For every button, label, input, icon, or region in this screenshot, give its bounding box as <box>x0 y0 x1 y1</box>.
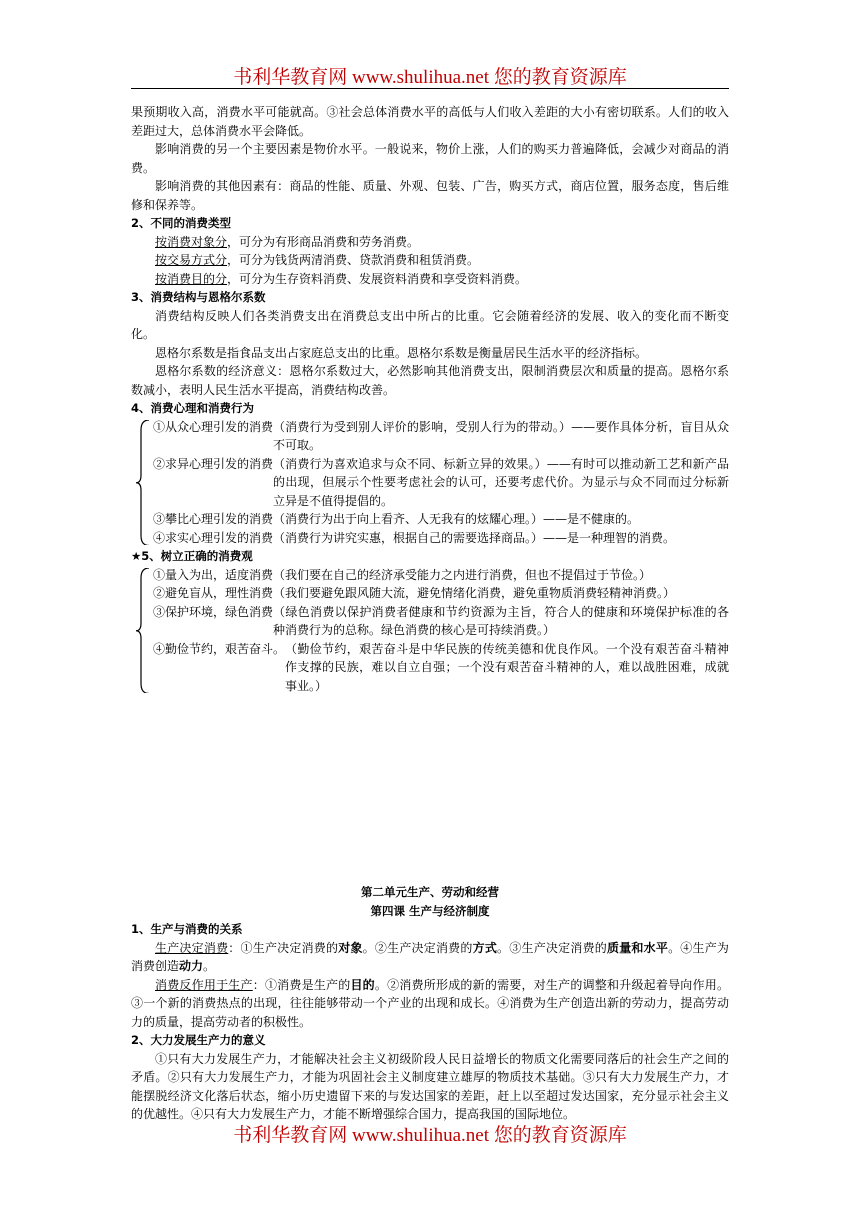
left-brace-icon <box>135 420 151 546</box>
text-run: 。②生产决定消费的 <box>362 940 473 955</box>
paragraph-engel-definition: 恩格尔系数是指食品支出占家庭总支出的比重。恩格尔系数是衡量居民生活水平的经济指标。 <box>155 345 648 360</box>
item-label: ①量入为出，适度消费 <box>153 567 274 582</box>
section-heading-psychology: 4、消费心理和消费行为 <box>131 401 255 415</box>
item-label: ②避免盲从，理性消费 <box>153 586 274 600</box>
header-rule <box>131 88 729 89</box>
item-label: ③保护环境，绿色消费 <box>153 604 274 619</box>
item-text: （消费行为受到别人评价的影响，受别人行为的带动。）——要作具体分析，盲目从众不可取。 <box>273 419 729 452</box>
text-run: 。②消费所形成的新的需要，对生产的调整和升级起着导向作用。③一个新的消费热点的出现，往往能够带动一个产业的出现和成长。④消费为生产创造出新的劳动力，提高劳动力的质量，提高劳动者的积极性。 <box>131 977 729 1029</box>
type-text: ，可分为生存资料消费、发展资料消费和享受资料消费。 <box>227 271 528 286</box>
bold-term: 质量和水平 <box>606 940 669 955</box>
consumption-type-line <box>131 270 729 289</box>
item-text: （绿色消费以保护消费者健康和节约资源为主旨，符合人的健康和环境保护标准的各种消费行为的总称。绿色消费的核心是可持续消费。） <box>273 604 729 637</box>
item-text: （勤俭节约，艰苦奋斗是中华民族的传统美德和优良作风。一个没有艰苦奋斗精神作支撑的民族，难以自立自强；一个没有艰苦奋斗精神的人，难以战胜困难，成就事业。） <box>285 641 729 693</box>
underlined-term: 按交易方式分 <box>155 253 228 267</box>
underlined-term: 按消费目的分 <box>155 271 228 286</box>
item-label: ④求实心理引发的消费 <box>153 530 274 545</box>
paragraph-consumption-reacts <box>131 976 729 1032</box>
underlined-term: 消费反作用于生产 <box>155 977 253 992</box>
unit-two-section <box>131 883 729 1124</box>
text-run: ：①生产决定消费的 <box>228 940 339 955</box>
section-heading-production-consumption: 1、生产与消费的关系 <box>131 922 243 936</box>
item-text: （消费行为出于向上看齐、人无我有的炫耀心理。）——是不健康的。 <box>273 512 640 526</box>
type-text: ，可分为有形商品消费和劳务消费。 <box>227 234 420 249</box>
list-item <box>153 510 729 529</box>
list-item <box>153 603 729 640</box>
text-run: ：①消费是生产的 <box>252 977 351 992</box>
paragraph-structure: 消费结构反映人们各类消费支出在消费总支出中所占的比重。它会随着经济的发展、收入的变化而不断变化。 <box>131 308 729 341</box>
text-run: 。④生产为消费创造 <box>131 940 729 973</box>
underlined-term: 按消费对象分 <box>155 234 228 249</box>
psychology-list <box>131 418 729 548</box>
paragraph-production-decides <box>131 939 729 976</box>
section-heading-consumption-view: ★5、树立正确的消费观 <box>131 549 253 563</box>
item-label: ④勤俭节约，艰苦奋斗。 <box>153 641 286 656</box>
consumption-view-list <box>131 566 729 696</box>
page-footer: 书利华教育网 www.shulihua.net 您的教育资源库 <box>233 1125 627 1146</box>
paragraph-price: 影响消费的另一个主要因素是物价水平。一般说来，物价上涨，人们的购买力普遍降低，会减少对商品的消费。 <box>131 142 729 175</box>
list-item <box>153 418 729 455</box>
consumption-type-line <box>131 251 729 270</box>
item-text: （消费行为喜欢追求与众不同、标新立异的效果。）——有时可以推动新工艺和新产品的出现，但展示个性要考虑社会的认可，还要考虑代价。为显示与众不同而过分标新立异是不值得提倡的。 <box>273 456 729 508</box>
bold-term: 方式 <box>472 940 498 955</box>
section-heading-engel: 3、消费结构与恩格尔系数 <box>131 290 266 304</box>
bold-term: 对象 <box>338 940 363 955</box>
text-run: 。 <box>203 959 216 973</box>
item-text: （我们要避免跟风随大流，避免情绪化消费，避免重物质消费轻精神消费。） <box>273 586 676 600</box>
list-item <box>153 455 729 511</box>
unit-title: 第二单元生产、劳动和经营 <box>361 885 499 899</box>
item-label: ③攀比心理引发的消费 <box>153 512 274 526</box>
lesson-title: 第四课 生产与经济制度 <box>370 903 490 918</box>
consumption-type-line <box>131 233 729 252</box>
left-brace-icon <box>135 568 151 694</box>
section-heading-consumption-types: 2、不同的消费类型 <box>131 216 232 230</box>
list-item <box>153 566 729 585</box>
bold-term: 目的 <box>350 977 375 992</box>
item-label: ②求异心理引发的消费 <box>153 456 274 471</box>
item-text: （我们要在自己的经济承受能力之内进行消费，但也不提倡过于节俭。） <box>273 567 652 582</box>
paragraph-productivity: ①只有大力发展生产力，才能解决社会主义初级阶段人民日益增长的物质文化需要同落后的社会生产之间的矛盾。②只有大力发展生产力，才能为巩固社会主义制度建立雄厚的物质技术基础。③只有大力发展生产力，才能摆脱经济文化落后状态，缩小历史遗留下来的与发达国家的差距，赶上以至超过发达国家，充分显示社会主义的优越性。④只有大力发展生产力，才能不断增强综合国力，提高我国的国际地位。 <box>131 1051 729 1121</box>
text-run: 。③生产决定消费的 <box>497 940 607 955</box>
type-text: ，可分为钱货两清消费、贷款消费和租赁消费。 <box>227 253 480 267</box>
list-item <box>153 640 729 696</box>
item-label: ①从众心理引发的消费 <box>153 419 274 434</box>
paragraph-engel-meaning: 恩格尔系数的经济意义：恩格尔系数过大，必然影响其他消费支出，限制消费层次和质量的提高。恩格尔系数减小，表明人民生活水平提高，消费结构改善。 <box>131 364 729 397</box>
item-text: （消费行为讲究实惠，根据自己的需要选择商品。）——是一种理智的消费。 <box>273 530 676 545</box>
section-heading-productivity: 2、大力发展生产力的意义 <box>131 1033 266 1047</box>
list-item <box>153 584 729 603</box>
bold-term: 动力 <box>179 959 204 973</box>
paragraph-other-factors: 影响消费的其他因素有：商品的性能、质量、外观、包装、广告，购买方式，商店位置，服务态度，售后维修和保养等。 <box>131 179 729 212</box>
document-body <box>131 103 729 695</box>
page-header: 书利华教育网 www.shulihua.net 您的教育资源库 <box>233 67 627 88</box>
list-item <box>153 529 729 548</box>
underlined-term: 生产决定消费 <box>155 940 229 955</box>
paragraph-income: 果预期收入高，消费水平可能就高。③社会总体消费水平的高低与人们收入差距的大小有密切联系。人们的收入差距过大，总体消费水平会降低。 <box>131 105 729 138</box>
